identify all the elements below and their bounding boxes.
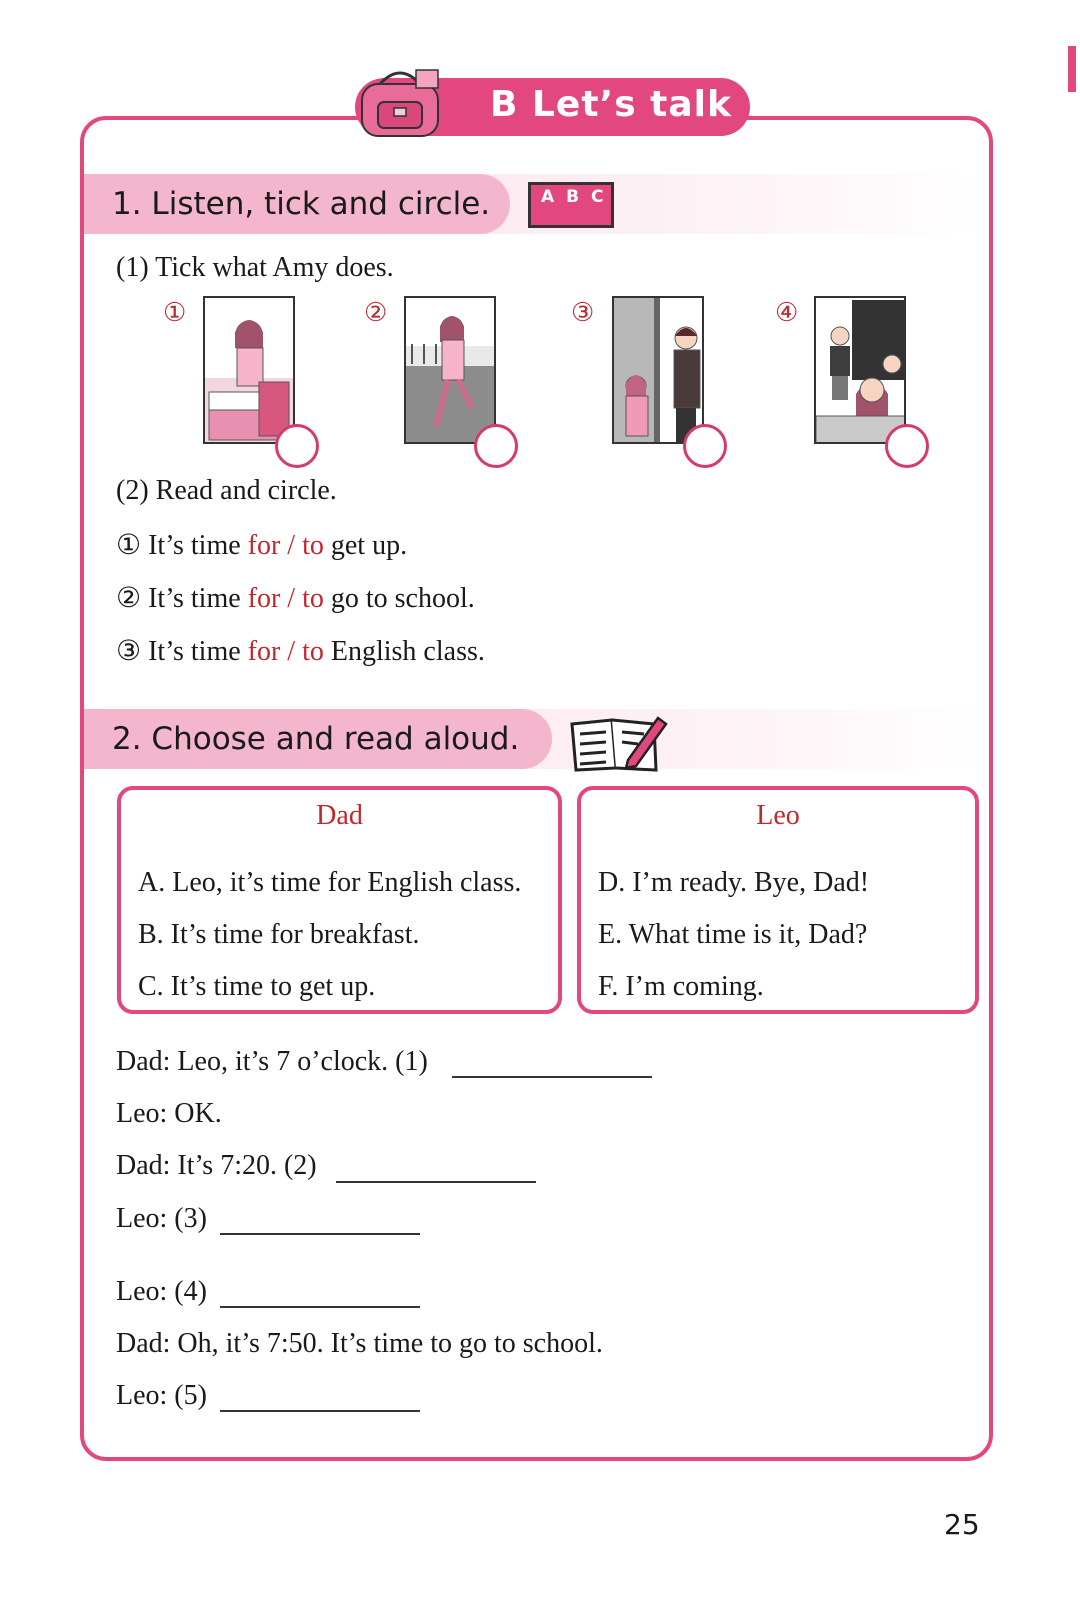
part1-instruction: (1) Tick what Amy does. bbox=[116, 252, 394, 283]
dialogue-line-4: Leo: (3) bbox=[116, 1203, 207, 1234]
answer-blank-4[interactable] bbox=[220, 1306, 420, 1308]
page-edge-mark bbox=[1068, 46, 1076, 92]
answer-circle-4[interactable] bbox=[885, 424, 929, 468]
sentence-number: ① bbox=[116, 530, 142, 561]
option-e: E. What time is it, Dad? bbox=[598, 919, 868, 950]
sentence-text: go to school. bbox=[323, 583, 475, 614]
sentence-1 bbox=[116, 528, 407, 562]
book-pencil-icon bbox=[568, 712, 668, 774]
dialogue-line-6: Dad: Oh, it’s 7:50. It’s time to go to school. bbox=[116, 1328, 603, 1359]
dialogue-line-2: Leo: OK. bbox=[116, 1098, 222, 1129]
choice-options[interactable]: for / to bbox=[247, 530, 324, 561]
sentence-number: ② bbox=[116, 583, 142, 614]
option-f: F. I’m coming. bbox=[598, 971, 764, 1002]
girl-and-teacher-icon bbox=[614, 298, 704, 444]
abc-badge: A B C bbox=[528, 182, 614, 228]
sentence-text: get up. bbox=[323, 530, 408, 561]
sentence-text: It’s time bbox=[148, 636, 248, 667]
girl-waking-up-icon bbox=[205, 298, 295, 444]
sentence-text: It’s time bbox=[148, 583, 248, 614]
choice-options[interactable]: for / to bbox=[247, 583, 324, 614]
picture-get-up bbox=[203, 296, 295, 444]
sentence-text: It’s time bbox=[148, 530, 248, 561]
answer-blank-5[interactable] bbox=[220, 1410, 420, 1412]
choice-options[interactable]: for / to bbox=[247, 636, 324, 667]
dialogue-line-5: Leo: (4) bbox=[116, 1276, 207, 1307]
sentence-number: ③ bbox=[116, 636, 142, 667]
school-bag-icon bbox=[350, 62, 460, 142]
picture-number-2: ② bbox=[364, 298, 388, 327]
answer-blank-2[interactable] bbox=[336, 1181, 536, 1183]
answer-circle-2[interactable] bbox=[474, 424, 518, 468]
picture-english-class bbox=[814, 296, 906, 444]
option-d: D. I’m ready. Bye, Dad! bbox=[598, 867, 870, 898]
section1-heading: 1. Listen, tick and circle. bbox=[84, 174, 510, 234]
picture-go-to-school bbox=[404, 296, 496, 444]
answer-circle-3[interactable] bbox=[683, 424, 727, 468]
option-c: C. It’s time to get up. bbox=[138, 971, 376, 1002]
answer-blank-1[interactable] bbox=[452, 1076, 652, 1078]
option-b: B. It’s time for breakfast. bbox=[138, 919, 420, 950]
dialogue-line-1: Dad: Leo, it’s 7 o’clock. (1) bbox=[116, 1046, 428, 1077]
leo-box-title: Leo bbox=[756, 800, 800, 831]
page-number: 25 bbox=[944, 1508, 980, 1541]
answer-blank-3[interactable] bbox=[220, 1233, 420, 1235]
header-title: B Let’s talk bbox=[490, 84, 732, 125]
sentence-2 bbox=[116, 581, 475, 615]
dialogue-line-7: Leo: (5) bbox=[116, 1380, 207, 1411]
answer-circle-1[interactable] bbox=[275, 424, 319, 468]
picture-number-3: ③ bbox=[571, 298, 595, 327]
dialogue-line-3: Dad: It’s 7:20. (2) bbox=[116, 1150, 317, 1181]
sentence-3 bbox=[116, 634, 485, 668]
option-a: A. Leo, it’s time for English class. bbox=[138, 867, 522, 898]
picture-number-4: ④ bbox=[775, 298, 799, 327]
classroom-icon bbox=[816, 298, 906, 444]
sentence-text: English class. bbox=[323, 636, 485, 667]
picture-at-door bbox=[612, 296, 704, 444]
girl-running-icon bbox=[406, 298, 496, 444]
part2-instruction: (2) Read and circle. bbox=[116, 475, 337, 506]
section2-heading: 2. Choose and read aloud. bbox=[84, 709, 552, 769]
dad-box-title: Dad bbox=[316, 800, 363, 831]
picture-number-1: ① bbox=[163, 298, 187, 327]
